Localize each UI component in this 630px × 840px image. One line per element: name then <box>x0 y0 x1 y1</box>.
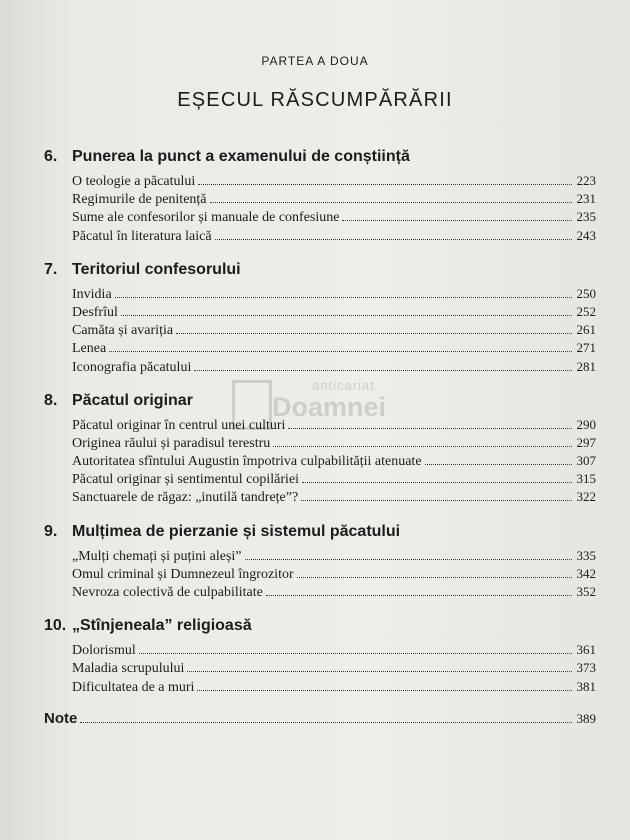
entry-page: 252 <box>576 303 596 319</box>
entry-page: 322 <box>576 489 596 505</box>
part-title: EȘECUL RĂSCUMPĂRĂRII <box>177 89 453 111</box>
chapter-9 <box>44 521 596 602</box>
toc-entry <box>72 208 596 226</box>
dot-leader <box>302 482 572 483</box>
toc-entry <box>72 358 596 376</box>
entry-label: Păcatul în literatura laică <box>72 228 212 244</box>
toc-entry <box>72 641 596 659</box>
dot-leader <box>121 315 572 316</box>
chapter-number: 6. <box>44 148 58 165</box>
entry-page: 231 <box>576 191 596 207</box>
chapter-heading <box>44 521 596 543</box>
chapter-title: Păcatul originar <box>72 391 193 409</box>
toc-entry <box>72 470 596 488</box>
notes-label: Note <box>44 709 78 727</box>
dot-leader <box>215 239 572 240</box>
entry-page: 297 <box>576 434 596 450</box>
entry-page: 261 <box>576 322 596 338</box>
dot-leader <box>245 559 572 560</box>
entry-label: Autoritatea sfîntului Augustin împotriva culpabilității atenuate <box>72 454 422 470</box>
toc-entry <box>72 190 596 208</box>
chapter-10 <box>44 615 596 696</box>
chapter-title: Mulțimea de pierzanie și sistemul păcatului <box>72 522 401 540</box>
part-label: PARTEA A DOUA <box>261 54 369 68</box>
toc-entry <box>72 659 596 677</box>
entry-page: 250 <box>576 285 596 301</box>
entry-label: Desfrîul <box>72 304 118 320</box>
entry-label: Lenea <box>72 341 107 357</box>
toc-entry <box>72 321 596 339</box>
dot-leader <box>109 351 572 352</box>
entry-label: Originea răului și paradisul terestru <box>72 435 271 451</box>
entry-label: Omul criminal și Dumnezeul îngrozitor <box>72 566 294 582</box>
dot-leader <box>297 577 572 578</box>
dot-leader <box>288 428 572 429</box>
dot-leader <box>266 595 572 596</box>
chapter-title: Teritoriul confesorului <box>72 260 241 278</box>
entry-page: 281 <box>576 358 596 374</box>
entry-page: 290 <box>576 416 596 432</box>
entry-page: 381 <box>576 678 596 694</box>
entry-label: Iconografia păcatului <box>72 359 192 375</box>
entry-page: 342 <box>576 565 596 581</box>
entry-label: Camăta și avariția <box>72 323 174 339</box>
dot-leader <box>187 671 572 672</box>
toc-entry <box>72 565 596 583</box>
entry-label: Păcatul originar în centrul unei culturi <box>72 417 286 433</box>
dot-leader <box>301 500 572 501</box>
watermark-top-text: anticariat <box>312 378 375 393</box>
entry-label: Sume ale confesorilor și manuale de confesiune <box>72 210 340 226</box>
chapter-heading <box>44 615 596 637</box>
dot-leader <box>139 653 572 654</box>
toc-entry <box>72 452 596 470</box>
dot-leader <box>425 464 572 465</box>
toc-entry <box>72 583 596 601</box>
entry-label: Maladia scrupulului <box>72 661 185 677</box>
dot-leader <box>210 202 572 203</box>
entry-page: 271 <box>576 340 596 356</box>
entry-page: 373 <box>576 660 596 676</box>
entry-page: 335 <box>576 547 596 563</box>
chapter-8 <box>44 390 596 507</box>
chapter-title: Punerea la punct a examenului de conștiință <box>72 148 410 165</box>
dot-leader <box>197 690 572 691</box>
watermark-brand-text: Doamnei <box>272 392 387 422</box>
dot-leader <box>194 370 572 371</box>
chapter-6 <box>44 146 596 245</box>
notes-page: 389 <box>576 710 596 726</box>
chapter-title: „Stînjeneala” religioasă <box>72 617 252 635</box>
entry-page: 361 <box>576 642 596 658</box>
entry-page: 223 <box>576 173 596 188</box>
chapter-number: 8. <box>44 391 58 409</box>
entry-label: O teologie a păcatului <box>72 174 196 189</box>
chapter-7 <box>44 259 596 376</box>
toc-entry <box>72 285 596 303</box>
toc-entry <box>72 434 596 452</box>
entry-label: Nevroza colectivă de culpabilitate <box>72 585 263 600</box>
chapter-heading <box>44 390 596 412</box>
entry-label: Regimurile de penitență <box>72 192 207 208</box>
toc-entry <box>72 172 596 190</box>
chapter-heading <box>44 146 596 168</box>
chapter-number: 7. <box>44 260 58 278</box>
toc-entry <box>72 303 596 321</box>
toc-entry <box>72 547 596 565</box>
dot-leader <box>198 184 572 185</box>
toc-entry <box>72 488 596 506</box>
chapter-heading <box>44 259 596 281</box>
dot-leader <box>176 333 572 334</box>
entry-page: 307 <box>576 453 596 469</box>
entry-page: 235 <box>576 209 596 225</box>
toc-entry <box>72 339 596 357</box>
entry-label: „Mulți chemați și puțini aleși” <box>72 548 242 564</box>
notes-entry <box>44 710 596 727</box>
toc-entry <box>72 416 596 434</box>
entry-page: 243 <box>576 227 596 243</box>
dot-leader <box>342 220 572 221</box>
entry-label: Dificultatea de a muri <box>72 679 195 695</box>
toc-entry <box>72 678 596 696</box>
entry-page: 315 <box>576 471 596 487</box>
entry-page: 352 <box>576 584 596 599</box>
chapter-number: 9. <box>44 522 58 540</box>
entry-label: Sanctuarele de răgaz: „inutilă tandrețe”? <box>72 490 299 506</box>
entry-label: Păcatul originar și sentimentul copilăriei <box>72 472 300 488</box>
entry-label: Dolorismul <box>72 643 136 659</box>
chapter-number: 10. <box>44 617 67 635</box>
dot-leader <box>273 446 572 447</box>
dot-leader <box>115 297 572 298</box>
entry-label: Invidia <box>72 286 112 302</box>
dot-leader <box>80 722 572 723</box>
table-of-contents <box>44 146 596 727</box>
toc-entry <box>72 227 596 245</box>
